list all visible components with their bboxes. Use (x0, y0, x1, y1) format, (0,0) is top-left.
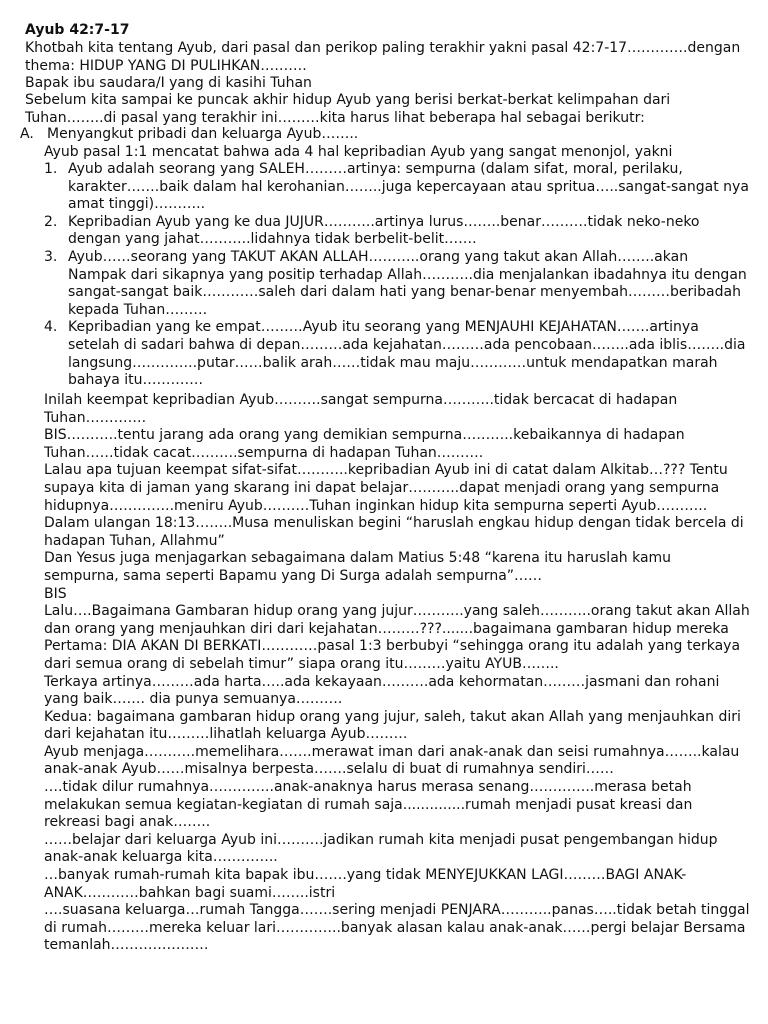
sermon-body (44, 392, 750, 955)
document-title: Ayub 42:7-17 (25, 22, 130, 38)
body-paragraph: …banyak rumah-rumah kita bapak ibu…….yang tidak MENYEJUKKAN LAGI………BAGI ANAK-ANAK…………bahkan bagi suami……..istri (44, 867, 687, 901)
body-paragraph: Terkaya artinya………ada harta…..ada kekayaan……….ada kehormatan………jasmani dan rohani yang baik……. dia punya semuanya………. (44, 673, 720, 708)
list-item (44, 249, 750, 319)
body-paragraph: Inilah keempat kepribadian Ayub……….sangat sempurna………..tidak bercacat di hadapan Tuhan…………. (44, 392, 678, 426)
section-lead: Ayub pasal 1:1 mencatat bahwa ada 4 hal kepribadian Ayub yang sangat menonjol, yakni (44, 144, 673, 160)
body-paragraph: ….suasana keluarga…rumah Tangga…….sering menjadi PENJARA………..panas…..tidak betah tinggal di rumah………mereka keluar lari…………..banyak alasan kalau anak-anak……pergi belajar Bersama temanlah………………… (44, 902, 750, 954)
list-item (44, 214, 750, 249)
list-item-text: Kepribadian Ayub yang ke dua JUJUR………..artinya lurus……..benar……….tidak neko-neko dengan yang jahat………..lidahnya tidak berbelit-belit……. (68, 213, 700, 248)
section-title: Menyangkut pribadi dan keluarga Ayub…….. (47, 126, 359, 142)
body-paragraph: Dan Yesus juga menjagarkan sebagaimana dalam Matius 5:48 “karena itu haruslah kamu sempurna, sama seperti Bapamu yang Di Surga adalah sempurna”…… (44, 550, 672, 584)
body-paragraph: ……belajar dari keluarga Ayub ini……….jadikan rumah kita menjadi pusat pengembangan hidup anak-anak keluarga kita………….. (44, 831, 718, 866)
list-number: 2. (44, 213, 58, 230)
body-paragraph: BIS………..tentu jarang ada orang yang demikian sempurna………..kebaikannya di hadapan Tuhan……tidak cacat……….sempurna di hadapan Tuhan………. (44, 427, 685, 461)
body-paragraph: Kedua: bagaimana gambaran hidup orang yang jujur, saleh, takut akan Allah yang menjauhkan diri dari kejahatan itu………lihatlah keluarga Ayub……… (44, 708, 741, 743)
list-number: 4. (44, 319, 58, 336)
list-item-text: Kepribadian yang ke empat………Ayub itu seorang yang MENJAUHI KEJAHATAN…….artinya setelah di sadari bahwa di depan………ada kejahatan………ada pencobaan……..ada iblis……..dia langsung…………..putar……balik arah……tidak mau maju…………untuk mendapatkan marah bahaya itu…………. (68, 319, 746, 389)
body-paragraph: Lalu….Bagaimana Gambaran hidup orang yang jujur………..yang saleh………..orang takut akan Allah dan orang yang menjauhkan diri dari kejahatan………???.......bagaimana gambaran hidup mereka (44, 603, 750, 637)
personality-list (44, 161, 750, 390)
body-paragraph: Pertama: DIA AKAN DI BERKATI…………pasal 1:3 berbubyi “sehingga orang itu adalah yang terkaya dari semua orang di sebelah timur” siapa orang itu………yaitu AYUB…….. (44, 638, 741, 672)
intro-paragraph: Sebelum kita sampai ke puncak akhir hidup Ayub yang berisi berkat-berkat kelimpahan dari Tuhan……..di pasal yang terakhir ini………kita harus lihat beberapa hal sebagai berikutr: (25, 92, 671, 126)
intro-paragraph: Khotbah kita tentang Ayub, dari pasal dan perikop paling terakhir yakni pasal 42:7-17………….dengan thema: HIDUP YANG DI PULIHKAN………. (25, 40, 741, 74)
body-paragraph: Lalau apa tujuan keempat sifat-sifat………..kepribadian Ayub ini di catat dalam Alkitab…??? Tentu supaya kita di jaman yang skarang ini dapat belajar………..dapat menjadi orang yang sempurna hidupnya…………..meniru Ayub……….Tuhan inginkan hidup kita sempurna seperti Ayub……….. (44, 462, 728, 514)
body-paragraph: ….tidak dilur rumahnya…………..anak-anaknya harus merasa senang…………..merasa betah melakukan semua kegiatan-kegiatan di rumah saja..............rumah menjadi pusat kreasi dan rekreasi bagi anak…….. (44, 779, 693, 831)
body-paragraph: Dalam ulangan 18:13……..Musa menuliskan begini “haruslah engkau hidup dengan tidak bercela di hadapan Tuhan, Allahmu” (44, 515, 744, 549)
body-paragraph: Ayub menjaga………..memelihara…….merawat iman dari anak-anak dan seisi rumahnya……..kalau anak-anak Ayub……misalnya berpesta…….selalu di buat di rumahnya sendiri…… (44, 743, 740, 778)
list-number: 3. (44, 248, 58, 265)
list-item-text: Ayub……seorang yang TAKUT AKAN ALLAH………..orang yang takut akan Allah……..akan Nampak dari sikapnya yang positip terhadap Allah………..dia menjalankan ibadahnya itu dengan sangat-sangat baik…………saleh dari dalam hati yang benar-benar menyembah………beribadah kepada Tuhan……… (68, 248, 747, 318)
section-marker: A. (20, 126, 34, 142)
list-item-text: Ayub adalah seorang yang SALEH………artinya: sempurna (dalam sifat, moral, perilaku, karakter…….baik dalam hal kerohanian……..juga kepercayaan atau spritua…..sangat-sangat nya amat tinggi)……….. (68, 161, 749, 213)
greeting-line: Bapak ibu saudara/I yang di kasihi Tuhan (25, 75, 312, 91)
body-paragraph: BIS (44, 585, 67, 602)
list-number: 1. (44, 161, 58, 177)
list-item (44, 319, 750, 389)
list-item (44, 161, 750, 214)
